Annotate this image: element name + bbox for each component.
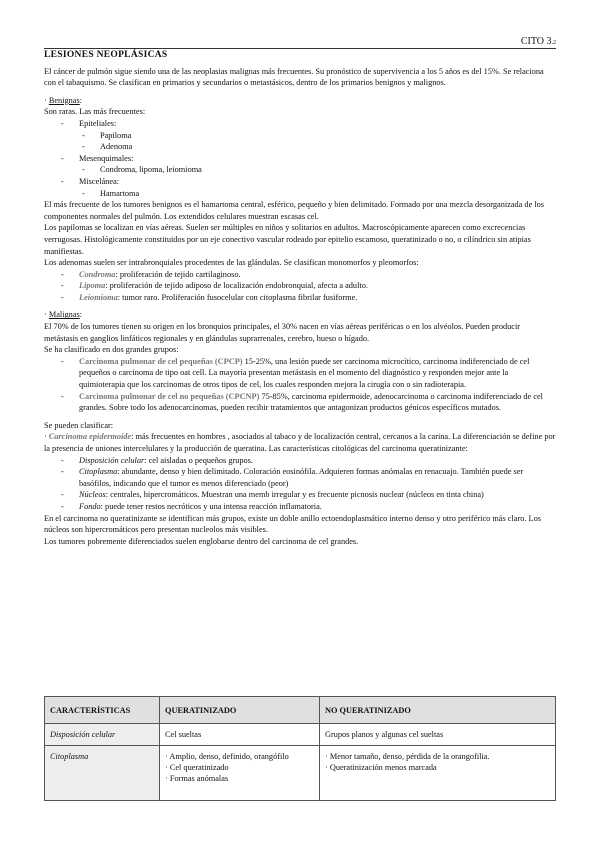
benign-item: - Papiloma (82, 130, 132, 140)
comparison-table (44, 696, 556, 801)
classify-lead: Se pueden clasificar: (44, 420, 114, 430)
benign-item: - Condroma, lipoma, leiomioma (82, 165, 202, 175)
intro-paragraph: El cáncer de pulmón sigue siendo una de las neoplasias malignas más frecuentes. Su pronóstico de supervivencia a los 5 años es del 15%. Se relaciona con el tabaquismo. Se clasifican en primarios y secundarios o metastásicos, dentro de los primarios benignos y malignos. (44, 66, 544, 88)
carcinoma-group: - Carcinoma pulmonar de cel no pequeñas (CPCNP) 75-85%, carcinoma epidermoide, adenocarcinoma o carcinoma indiferenciado de cel grandes. Sobre todo los adenocarcinomas, pueden recibir tratamientos que antagonizan productos génicos específicos mutados. (61, 391, 543, 413)
benign-item: - Hamartoma (82, 188, 140, 198)
benignas-heading: · Benignas: (44, 95, 83, 105)
header-page: .2 (551, 40, 556, 46)
table-row (45, 746, 556, 801)
table-cell: · Amplio, denso, definido, orangófilo · Cel queratinizado · Formas anómalas (160, 746, 320, 801)
hamartoma-paragraph: El más frecuente de los tumores benignos es el hamartoma central, esférico, pequeño y bien delimitado. Formado por una mezcla desorganizada de los componentes normales del pulmón. Los extendidos celulares muestran escasas cel. (44, 200, 545, 221)
table-header: NO QUERATINIZADO (320, 697, 556, 724)
header-code: CITO 3 (520, 36, 552, 47)
tumor-item: - Leiomioma: tumor raro. Proliferación fusocelular con citoplasma fibrilar fusiforme. (61, 292, 358, 302)
table-cell: · Menor tamaño, denso, pérdida de la orangofilia. · Queratinización menos marcada (320, 746, 556, 801)
benignas-lead: Son raras. Las más frecuentes: (44, 107, 146, 117)
malignas-paragraph: El 70% de los tumores tienen su origen en los bronquios principales, el 30% nacen en vías aéreas periféricas o en los alvéolos. Pueden producir metástasis en ganglios linfáticos regionales y en glándulas suprarrenales, cerebro, hueso o hígado. (44, 322, 521, 343)
table-header-row (45, 697, 556, 724)
feature-item: - Núcleos: centrales, hipercromáticos. Muestran una memb irregular y es frecuente picnosis nuclear (núcleos en tinta china) (61, 490, 484, 500)
table-cell: Cel sueltas (160, 724, 320, 746)
table-header: QUERATINIZADO (160, 697, 320, 724)
malignas-heading: · Malignas: (44, 310, 83, 320)
benign-group: - Epiteliales: (61, 118, 117, 128)
table-row-label: Disposición celular (45, 724, 160, 746)
tumor-item: - Lipoma: proliferación de tejido adiposo de localización endobronquial, afecta a adulto. (61, 281, 368, 291)
table-row (45, 724, 556, 746)
feature-item: - Fondo: puede tener restos necróticos y una intensa reacción inflamatoria. (61, 501, 322, 511)
benign-group: - Mesenquimales: (61, 153, 134, 163)
page-title: LESIONES NEOPLÁSICAS (44, 50, 168, 60)
table-row-label: Citoplasma (45, 746, 160, 801)
benign-item: - Adenoma (82, 142, 133, 152)
pobremente-paragraph: Los tumores pobremente diferenciados suelen englobarse dentro del carcinoma de cel grandes. (44, 536, 359, 546)
adenoma-paragraph: Los adenomas suelen ser intrabronquiales procedentes de las glándulas. Se clasifican monomorfos y pleomorfos: (44, 258, 419, 268)
tumor-item: - Condroma: proliferación de tejido cartilaginoso. (61, 269, 241, 279)
epidermoide-paragraph: · Carcinoma epidermoide: más frecuentes en hombres , asociados al tabaco y de localización central, cercanos a la carina. La diferenciación se define por la presencia de uniones intercelulares y la producción de queratina. Las características citológicas del carcinoma queratinizante: (44, 432, 556, 453)
malignas-groups-lead: Se ha clasificado en dos grandes grupos: (44, 345, 179, 355)
feature-item: - Disposición celular: cel aisladas o pequeños grupos. (61, 455, 253, 465)
document-body (44, 32, 556, 547)
no-queratinizante-paragraph: En el carcinoma no queratinizante se identifican más grupos, existe un doble anillo ectoendoplasmático interno denso y otro periférico más claro. Los núcleos son hipercromáticos pero presentan nucleolos más visibles. (44, 513, 541, 535)
papiloma-paragraph: Los papilomas se localizan en vías aéreas. Suelen ser múltiples en niños y solitarios en adultos. Macroscópicamente aparecen como excrecencias verrugosas. Histológicamente constituidos por un eje conectivo vascular rodeado por epitelio escamoso, queratinizado o no, o cilíndrico sin atipias manifiestas. (44, 223, 531, 256)
benign-group: - Miscelánea: (61, 176, 120, 186)
feature-item: - Citoplasma: abundante, denso y bien delimitado. Coloración eosinófila. Adquieren formas anómalas en renacuajo. También puede ser basófilos, indicando que el tumor es menos diferenciado (peor) (61, 467, 524, 488)
table-header: CARACTERÍSTICAS (45, 697, 160, 724)
carcinoma-group: - Carcinoma pulmonar de cel pequeñas (CPCP) 15-25%, una lesión puede ser carcinoma microcítico, carcinoma indiferenciado de cel pequeños o carcinoma de tipo oat cell. La mayoría presentan metástasis en el momento del diagnóstico y responden mejor ante la quimioterapia que los carcinomas de otros tipos de cel, los cuales responden mejora la cirugía con o sin radioterapia. (61, 356, 530, 390)
table-cell: Grupos planos y algunas cel sueltas (320, 724, 556, 746)
